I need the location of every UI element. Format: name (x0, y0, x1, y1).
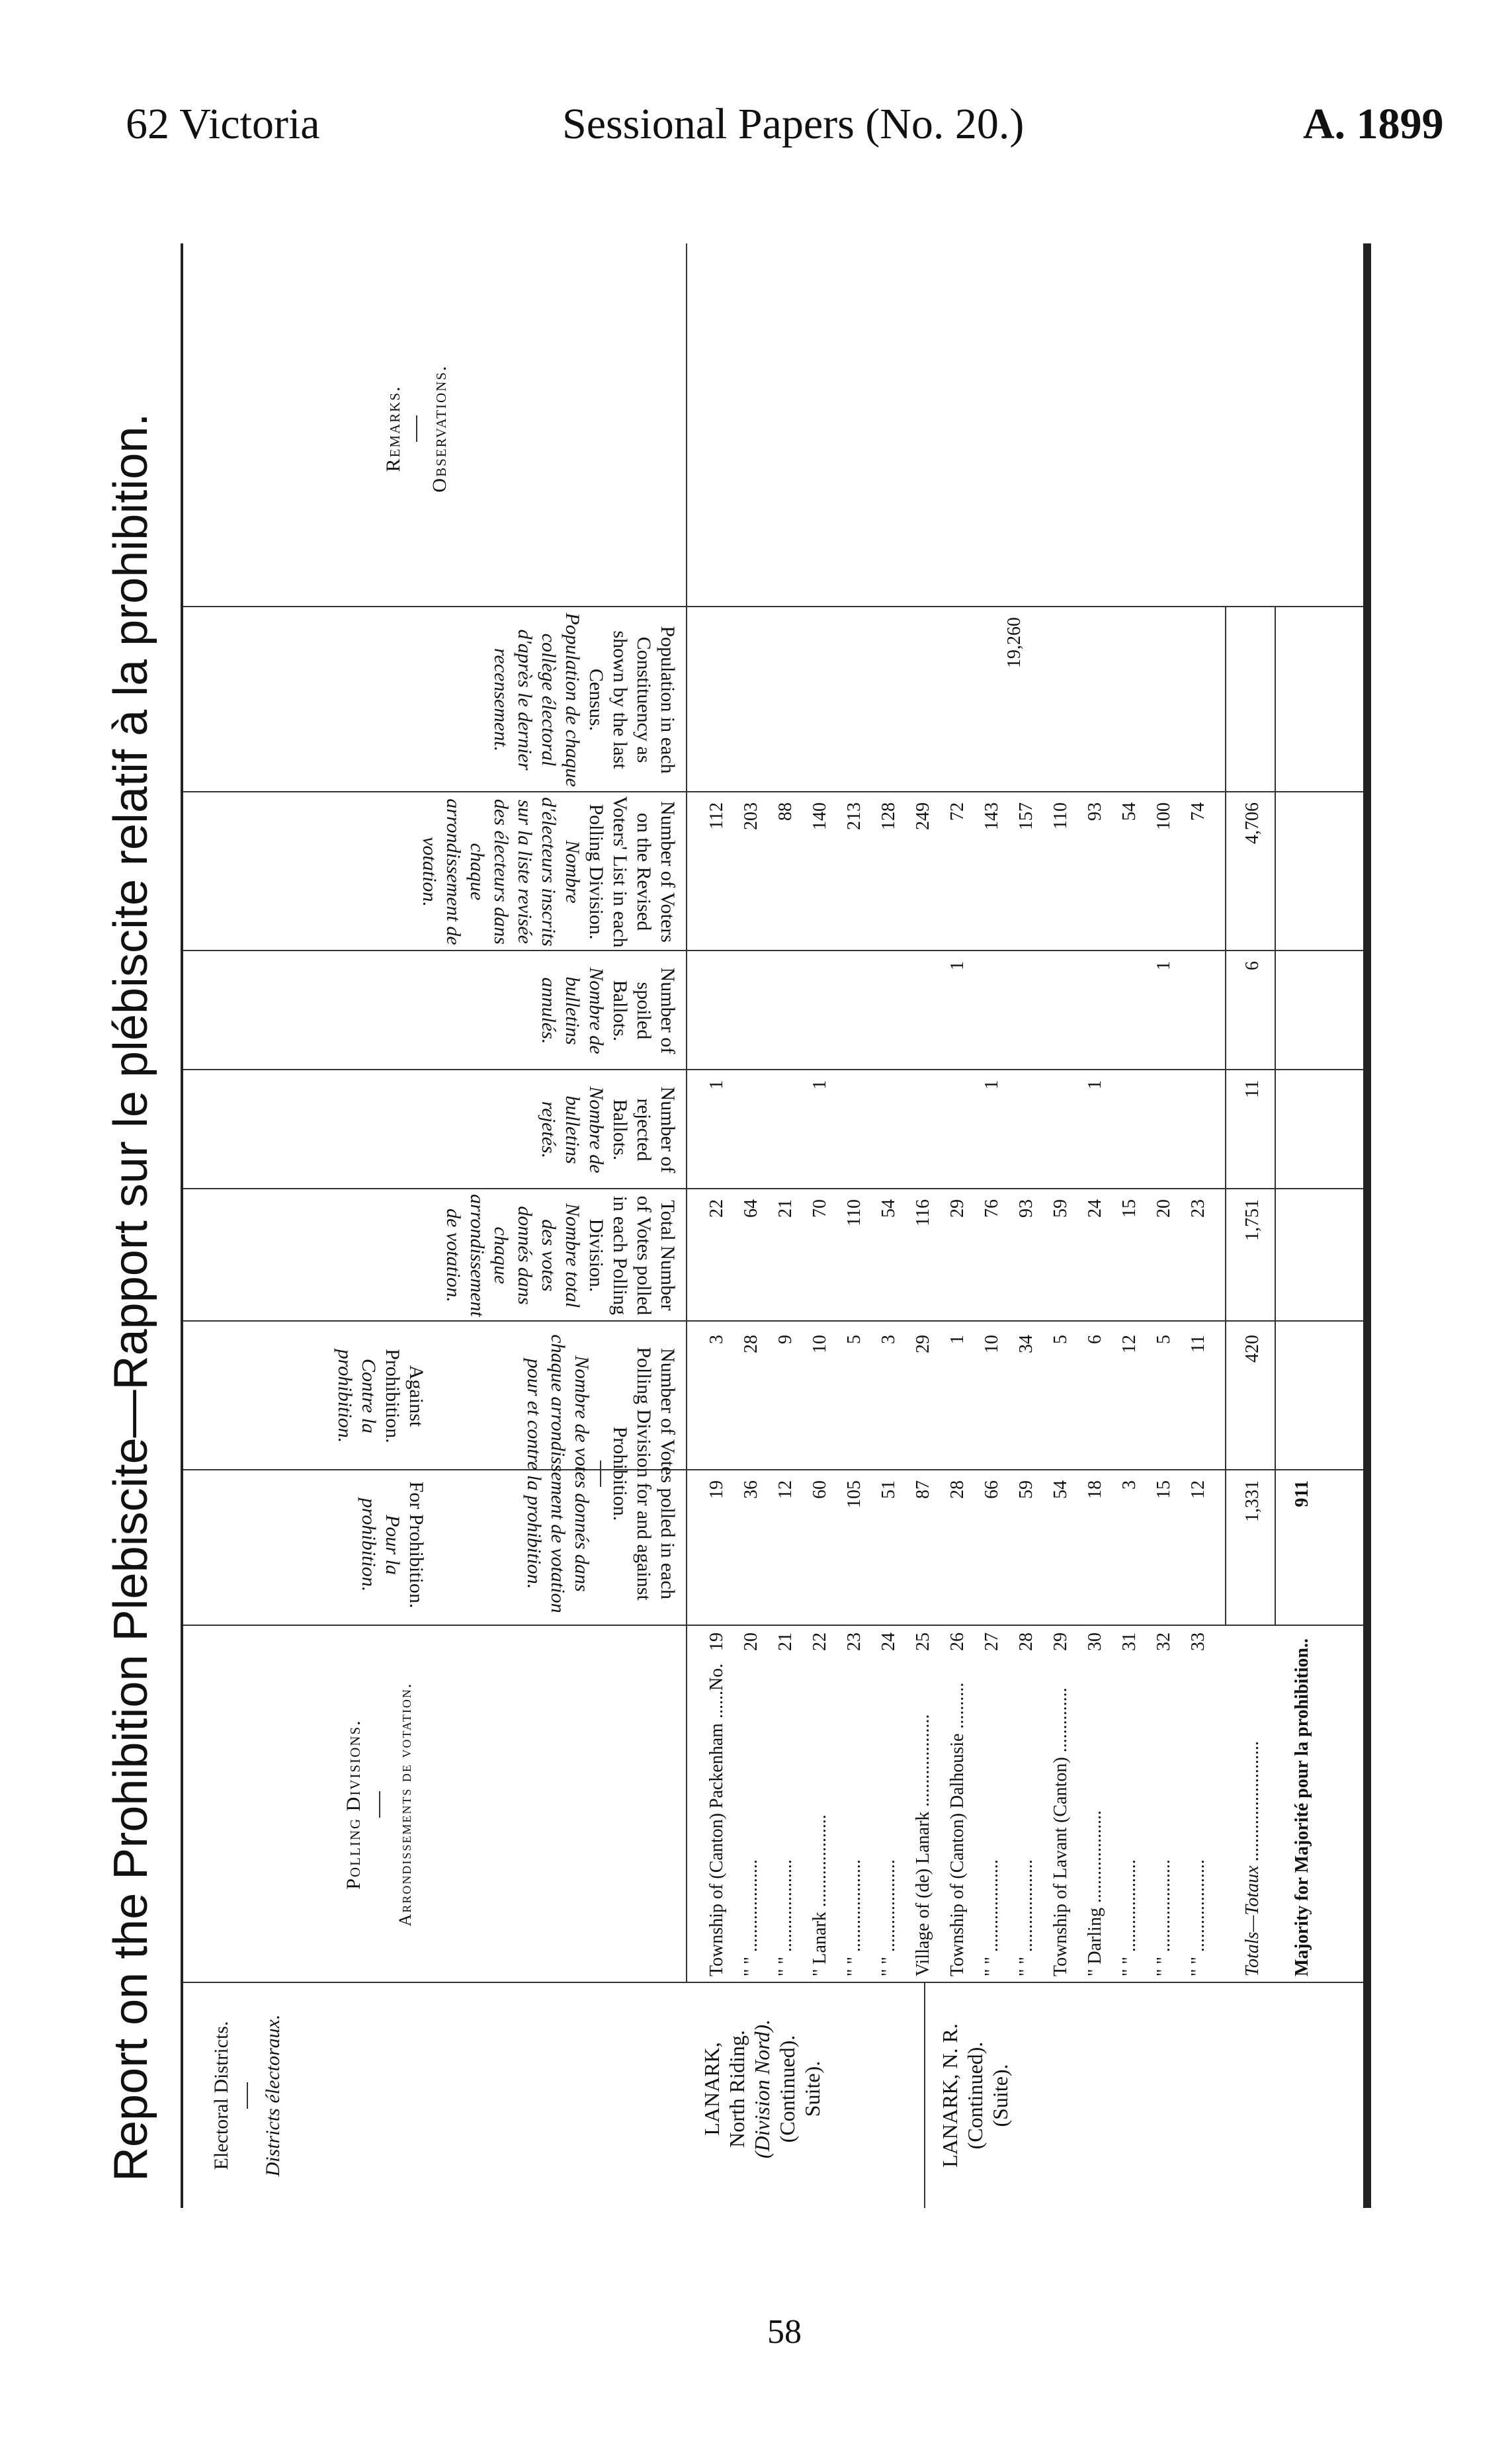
header-for-en: For Prohibition. (405, 1481, 427, 1609)
header-spoiled-en: Number of spoiled Ballots. (609, 967, 679, 1054)
cell-total: 54 (878, 1199, 899, 1218)
cell-for: 12 (775, 1480, 796, 1499)
cell-division: Township of (Canton) Packenham ......No. (706, 1663, 727, 1976)
cell-division: " " .................... (1154, 1859, 1174, 1976)
cell-against: 3 (878, 1335, 899, 1344)
cell-voters: 110 (1050, 802, 1071, 829)
district-name: LANARK, (700, 2042, 724, 2136)
cell-total: 15 (1119, 1199, 1140, 1218)
cell-voters: 54 (1119, 802, 1140, 821)
header-polling-en: Polling Divisions. (343, 1719, 364, 1890)
header-population-fr: Population de chaque collège électoral d'après le dernier recensement. (490, 613, 583, 787)
cell-for: 18 (1085, 1480, 1105, 1499)
cell-total: 20 (1154, 1199, 1174, 1218)
majority-word: prohibition.. (1292, 1638, 1312, 1737)
cell-total: 59 (1050, 1199, 1071, 1218)
cell-for: 28 (947, 1480, 968, 1499)
cell-division: " Lanark .................... (810, 1814, 830, 1976)
cell-total: 24 (1085, 1199, 1105, 1218)
cell-for: 60 (810, 1480, 830, 1499)
header-voters (190, 796, 679, 948)
header-dash (416, 415, 417, 442)
district-foot-name: LANARK, N. R. (938, 2023, 962, 2168)
cell-voters: 203 (741, 802, 761, 830)
cell-division: " " .................... (775, 1859, 796, 1976)
rotated-table (95, 243, 1417, 2208)
cell-total: 64 (741, 1199, 761, 1218)
header-remarks (382, 257, 514, 601)
header-polling (342, 1632, 540, 1976)
cell-no: 20 (741, 1632, 761, 1651)
cell-rejected: 1 (982, 1080, 1002, 1089)
cell-total: 22 (706, 1199, 727, 1218)
cell-voters: 100 (1154, 802, 1174, 830)
cell-no: 29 (1050, 1632, 1071, 1651)
cell-no: 26 (947, 1632, 968, 1651)
majority-value: 911 (1292, 1480, 1312, 1507)
report-title: Report on the Prohibition Plebiscite—Rapport sur le plébiscite relatif à la prohibition. (105, 413, 157, 2181)
header-population (190, 611, 679, 789)
cell-no: 28 (1016, 1632, 1036, 1651)
totals-against: 420 (1242, 1335, 1263, 1363)
totals-separator (1225, 607, 1226, 1626)
totals-label: Totals—Totaux .......................... (1242, 1740, 1263, 1976)
cell-against: 5 (1154, 1335, 1174, 1344)
majority-separator (1275, 607, 1276, 1626)
cell-rejected: 1 (810, 1080, 830, 1089)
header-center: Sessional Papers (No. 20.) (562, 100, 1025, 148)
cell-against: 28 (741, 1335, 761, 1353)
header-remarks-fr: Observations. (429, 364, 450, 493)
header-voters-en: Number of Voters on the Revised Voters' List in each Polling Division. (585, 796, 679, 948)
cell-voters: 157 (1016, 802, 1036, 830)
cell-total: 116 (913, 1199, 933, 1226)
header-total-fr: Nombre total des votes donnés dans chaque arrondissement de votation. (442, 1194, 583, 1317)
district-label (699, 1996, 898, 2181)
cell-no: 24 (878, 1632, 899, 1651)
header-spoiled-fr: Nombre de bulletins annulés. (538, 967, 607, 1054)
cell-against: 29 (913, 1335, 933, 1353)
cell-against: 5 (1050, 1335, 1071, 1344)
cell-for: 66 (982, 1480, 1002, 1499)
cell-for: 105 (844, 1480, 864, 1508)
cell-voters: 74 (1188, 802, 1208, 821)
cell-against: 34 (1016, 1335, 1036, 1353)
cell-voters: 93 (1085, 802, 1105, 821)
cell-voters: 88 (775, 802, 796, 821)
cell-for: 51 (878, 1480, 899, 1499)
header-spoiled (190, 954, 679, 1067)
col-divider (183, 1188, 1363, 1189)
header-population-en: Population in each Constituency as shown by the last Census. (585, 626, 679, 774)
header-dash (600, 1460, 601, 1487)
header-separator (686, 243, 687, 1983)
results-table (181, 243, 1371, 2208)
totals-for: 1,331 (1242, 1480, 1263, 1522)
cell-division: " " .................... (1188, 1859, 1208, 1976)
cell-spoiled: 1 (1154, 961, 1174, 970)
col-divider (183, 1625, 1363, 1626)
cell-division: " " .................... (1016, 1859, 1036, 1976)
cell-voters: 249 (913, 802, 933, 830)
cell-against: 12 (1119, 1335, 1140, 1353)
cell-total: 23 (1188, 1199, 1208, 1218)
totals-rejected: 11 (1242, 1080, 1263, 1098)
col-divider (183, 791, 1363, 792)
cell-total: 29 (947, 1199, 968, 1218)
cell-against: 1 (947, 1335, 968, 1344)
header-against-fr: Contre la prohibition. (334, 1349, 380, 1443)
district-separator (924, 1983, 925, 2208)
cell-rejected: 1 (706, 1080, 727, 1089)
header-right: A. 1899 (1303, 100, 1444, 148)
cell-division: " " .................... (741, 1859, 761, 1976)
col-divider (183, 1320, 1363, 1322)
header-voters-fr: Nombre d'électeurs inscrits sur la liste revisée des électeurs dans chaque arrondissement de votation. (419, 797, 583, 947)
cell-voters: 112 (706, 802, 727, 829)
district-foot-suite: (Suite). (988, 2064, 1012, 2127)
cell-no: 21 (775, 1632, 796, 1651)
cell-division: Village of (de) Lanark .................... (913, 1714, 933, 1976)
cell-division: Township of Lavant (Canton) .............. (1050, 1687, 1071, 1976)
cell-for: 59 (1016, 1480, 1036, 1499)
cell-against: 11 (1188, 1335, 1208, 1353)
header-left: 62 Victoria (126, 100, 320, 148)
header-polling-fr: Arrondissements de votation. (396, 1682, 415, 1927)
district-foot (937, 1996, 1070, 2195)
cell-division: " " .................... (878, 1859, 899, 1976)
cell-total: 70 (810, 1199, 830, 1218)
totals-spoiled: 6 (1242, 961, 1263, 970)
cell-no: 33 (1188, 1632, 1208, 1651)
cell-total: 21 (775, 1199, 796, 1218)
header-for (190, 1470, 428, 1619)
cell-voters: 143 (982, 802, 1002, 830)
cell-no: 22 (810, 1632, 830, 1651)
cell-for: 12 (1188, 1480, 1208, 1499)
col-divider (183, 1069, 1363, 1070)
cell-total: 76 (982, 1199, 1002, 1218)
header-for-fr: Pour la prohibition. (358, 1498, 403, 1592)
district-riding-fr: (Division Nord). (750, 2019, 774, 2159)
page-header (0, 99, 1512, 165)
header-total-en: Total Number of Votes polled in each Polling Division. (585, 1195, 679, 1316)
cell-against: 6 (1085, 1335, 1105, 1344)
cell-division: " Darling .................... (1085, 1810, 1105, 1976)
cell-division: " " .................... (1119, 1859, 1140, 1976)
cell-voters: 213 (844, 802, 864, 830)
cell-for: 87 (913, 1480, 933, 1499)
header-votes-fr: Nombre de votes donnés dans chaque arrondissement de votation pour et contre la prohibition. (523, 1334, 593, 1613)
cell-division: Township of (Canton) Dalhousie .......... (947, 1682, 968, 1976)
cell-against: 10 (982, 1335, 1002, 1353)
cell-against: 10 (810, 1335, 830, 1353)
header-votes-en: Number of Votes polled in each Polling Division for and against Prohibition. (609, 1347, 679, 1601)
majority-label (1291, 1632, 1314, 1976)
col-divider (183, 606, 1363, 607)
cell-total: 93 (1016, 1199, 1036, 1218)
majority-label-en: Majority for (1292, 1877, 1312, 1976)
cell-for: 54 (1050, 1480, 1071, 1499)
cell-spoiled: 1 (947, 961, 968, 970)
district-cont: (Continued). (775, 2035, 799, 2143)
cell-voters: 72 (947, 802, 968, 821)
cell-no: 23 (844, 1632, 864, 1651)
header-rejected (190, 1074, 679, 1186)
cell-for: 15 (1154, 1480, 1174, 1499)
majority-label-fr: Majorité pour la (1292, 1741, 1312, 1873)
cell-voters: 140 (810, 802, 830, 830)
cell-rejected: 1 (1085, 1080, 1105, 1089)
cell-no: 19 (706, 1632, 727, 1651)
cell-no: 30 (1085, 1632, 1105, 1651)
header-dash (247, 2082, 248, 2109)
cell-against: 3 (706, 1335, 727, 1344)
header-against-en: Against Prohibition. (382, 1349, 427, 1443)
cell-for: 36 (741, 1480, 761, 1499)
header-dash (379, 1791, 380, 1818)
totals-total: 1,751 (1242, 1199, 1263, 1241)
cell-against: 5 (844, 1335, 864, 1344)
cell-against: 9 (775, 1335, 796, 1344)
district-riding: North Riding. (725, 2030, 749, 2148)
header-votes (441, 1328, 679, 1619)
cell-no: 32 (1154, 1632, 1174, 1651)
cell-no: 31 (1119, 1632, 1140, 1651)
cell-voters: 128 (878, 802, 899, 830)
district-foot-cont: (Continued). (963, 2041, 987, 2150)
header-electoral (210, 1990, 673, 2201)
cell-division: " " .................... (982, 1859, 1002, 1976)
cell-division: " " .................... (844, 1859, 864, 1976)
header-electoral-fr: Districts électoraux. (262, 2014, 284, 2177)
cell-for: 3 (1119, 1480, 1140, 1490)
header-rejected-en: Number of rejected Ballots. (609, 1086, 679, 1173)
page-number: 58 (767, 2313, 802, 2351)
totals-population: 19,260 (1004, 617, 1025, 668)
col-divider (183, 1982, 1363, 1983)
cell-total: 110 (844, 1199, 864, 1226)
cell-no: 27 (982, 1632, 1002, 1651)
header-against (190, 1325, 428, 1467)
header-remarks-en: Remarks. (382, 385, 404, 472)
col-divider (183, 950, 1363, 951)
cell-for: 19 (706, 1480, 727, 1499)
cell-no: 25 (913, 1632, 933, 1651)
header-electoral-en: Electoral Districts. (210, 2021, 232, 2170)
totals-voters: 4,706 (1242, 802, 1263, 844)
header-rejected-fr: Nombre de bulletins rejetés. (538, 1086, 607, 1173)
header-total (190, 1193, 679, 1318)
district-suite: Suite). (800, 2060, 824, 2117)
